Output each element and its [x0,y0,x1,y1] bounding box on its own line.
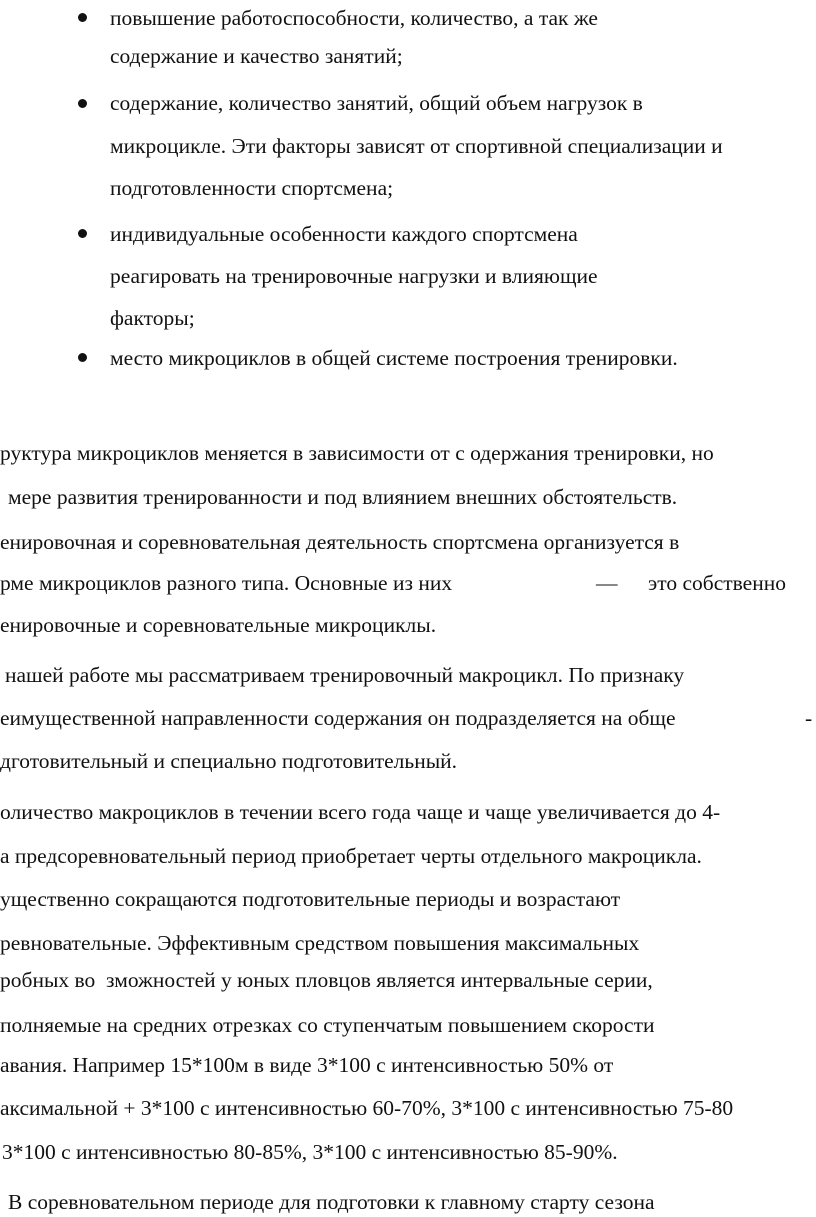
paragraph-line: аксимальной + 3*100 с интенсивностью 60-70%, 3*100 с интенсивностью 75-80 [0,1096,734,1120]
paragraph-line: рме микроциклов разного типа. Основные из них [0,571,453,595]
paragraph-line: оличество макроциклов в течении всего года чаще и чаще увеличивается до 4- [0,800,721,824]
paragraph-line: дготовительный и специально подготовительный. [0,749,458,773]
paragraph-line: мере развития тренированности и под влиянием внешних обстоятельств. [8,485,678,509]
paragraph-line: 3*100 с интенсивностью 80-85%, 3*100 с интенсивностью 85-90%. [2,1140,618,1164]
paragraph-line: робных во зможностей у юных пловцов является интервальные серии, [0,968,653,992]
bullet-icon [78,99,87,108]
paragraph-line: руктура микроциклов меняется в зависимости от с одержания тренировки, но [0,441,714,465]
paragraph-line: ущественно сокращаются подготовительные периоды и возрастают [0,887,621,911]
list-item-1-line-1: повышение работоспособности, количество, а так же [110,6,598,30]
bullet-icon [78,13,87,22]
paragraph-line: полняемые на средних отрезках со ступенчатым повышением скорости [0,1013,655,1037]
paragraph-line: авания. Например 15*100м в виде 3*100 с интенсивностью 50% от [0,1053,614,1077]
paragraph-line: а предсоревновательный период приобретает черты отдельного макроцикла. [0,844,702,868]
paragraph-line-end: это собственно [648,571,786,595]
paragraph-line: енировочные и соревновательные микроциклы. [0,613,437,637]
list-item-3-line-2: реагировать на тренировочные нагрузки и влияющие [110,264,598,288]
paragraph-line: еимущественной направленности содержания он подразделяется на обще [0,706,676,730]
list-item-2-line-2: микроцикле. Эти факторы зависят от спортивной специализации и [110,134,723,158]
list-item-4-line-1: место микроциклов в общей системе построения тренировки. [110,346,678,370]
list-item-3-line-1: индивидуальные особенности каждого спортсмена [110,222,578,246]
paragraph-line: ревновательные. Эффективным средством повышения максимальных [0,931,640,955]
paragraph-line: енировочная и соревновательная деятельность спортсмена организуется в [0,530,680,554]
bullet-icon [78,229,87,238]
paragraph-line: нашей работе мы рассматриваем тренировочный макроцикл. По признаку [5,663,685,687]
hyphen: - [805,706,813,730]
paragraph-line: В соревновательном периоде для подготовки к главному старту сезона [8,1190,655,1214]
list-item-2-line-1: содержание, количество занятий, общий объем нагрузок в [110,91,643,115]
list-item-3-line-3: факторы; [110,306,195,330]
bullet-icon [78,353,87,362]
em-dash: — [596,571,618,595]
list-item-1-line-2: содержание и качество занятий; [110,44,403,68]
list-item-2-line-3: подготовленности спортсмена; [110,176,394,200]
